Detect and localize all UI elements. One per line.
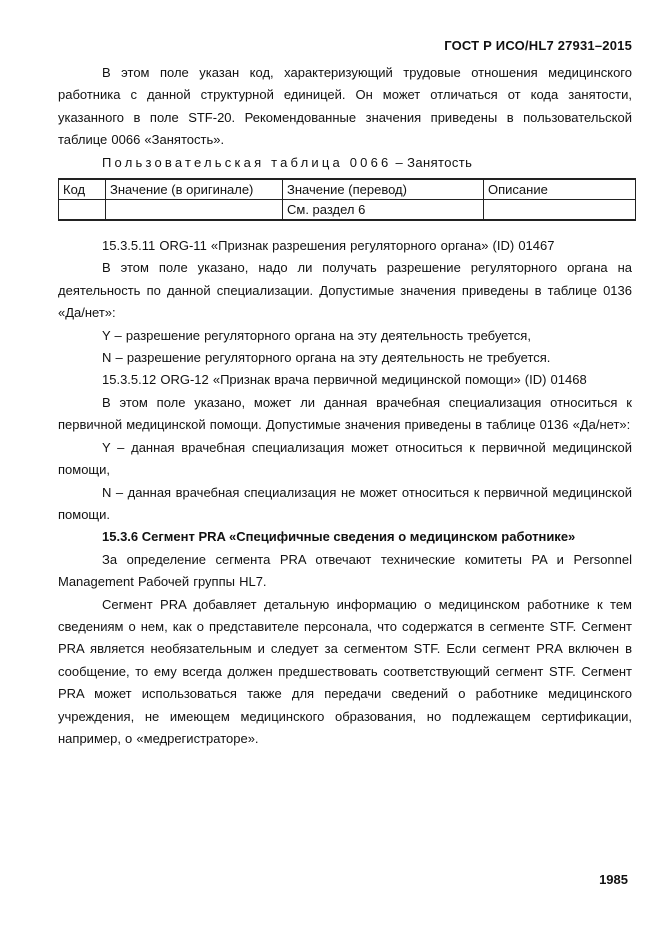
table-caption — [58, 152, 632, 174]
page-content — [58, 62, 632, 750]
section-pra-heading: 15.3.6 Сегмент PRA «Специфичные сведения о медицинском работнике» — [102, 529, 576, 545]
section-org11-title: 15.3.5.11 ORG-11 «Признак разрешения регуляторного органа» (ID) 01467 — [102, 238, 555, 254]
table-cell-description — [484, 200, 636, 221]
table-caption-separator: – — [391, 154, 408, 170]
paragraph-employment-code: В этом поле указан код, характеризующий трудовые отношения медицинского работника с данной структурной единицей. Он может отличаться от кода занятости, указанного в поле STF-20. Рекомендованные значения приведены в пользовательской таблице 0066 «Занятость». — [58, 65, 632, 148]
page-number: 1985 — [599, 872, 628, 887]
standard-header: ГОСТ Р ИСО/HL7 27931–2015 — [444, 38, 632, 53]
section-org11-value-y: Y – разрешение регуляторного органа на эту деятельность требуется, — [102, 327, 531, 343]
section-org12-title: 15.3.5.12 ORG-12 «Признак врача первичной медицинской помощи» (ID) 01468 — [102, 372, 587, 388]
section-org11-text: В этом поле указано, надо ли получать разрешение регуляторного органа на деятельность по данной специализации. Допустимые значения приведены в таблице 0136 «Да/нет»: — [58, 260, 632, 321]
section-org11-value-n: N – разрешение регуляторного органа на эту деятельность не требуется. — [102, 350, 551, 366]
section-org12-value-y: Y – данная врачебная специализация может относиться к первичной медицинской помощи, — [58, 439, 632, 478]
table-cell-code — [59, 200, 106, 221]
column-header-description: Описание — [484, 179, 636, 200]
column-header-original-value: Значение (в оригинале) — [106, 179, 283, 200]
table-caption-label: Пользовательская таблица 0066 — [102, 154, 392, 170]
column-header-code: Код — [59, 179, 106, 200]
section-pra-paragraph-responsibility: За определение сегмента PRA отвечают технические комитеты PA и Personnel Management Рабочей группы HL7. — [58, 551, 632, 590]
user-table-0066 — [58, 178, 636, 221]
column-header-translated-value: Значение (перевод) — [283, 179, 484, 200]
table-caption-title: Занятость — [407, 154, 473, 170]
section-org12-value-n: N – данная врачебная специализация не может относиться к первичной медицинской помощи. — [58, 484, 632, 522]
table-cell-original-value — [106, 200, 283, 221]
table-row — [59, 200, 636, 221]
table-header-row — [59, 179, 636, 200]
section-org12-text: В этом поле указано, может ли данная врачебная специализация относиться к первичной медицинской помощи. Допустимые значения приведены в таблице 0136 «Да/нет»: — [58, 394, 632, 433]
table-cell-translated-value: См. раздел 6 — [283, 200, 484, 221]
section-pra-paragraph-description: Сегмент PRA добавляет детальную информацию о медицинском работнике к тем сведениям о нем, как о представителе персонала, что содержатся в сегменте STF. Сегмент PRA является необязательным и следует за сегментом STF. Если сегмент PRA включен в сообщение, то ему всегда должен предшествовать соответствующий сегмент STF. Сегмент PRA может использоваться также для передачи сведений о работнике медицинского учреждения, не имеющем медицинского образования, но подлежащем сертификации, например, о «медрегистраторе». — [58, 596, 632, 746]
